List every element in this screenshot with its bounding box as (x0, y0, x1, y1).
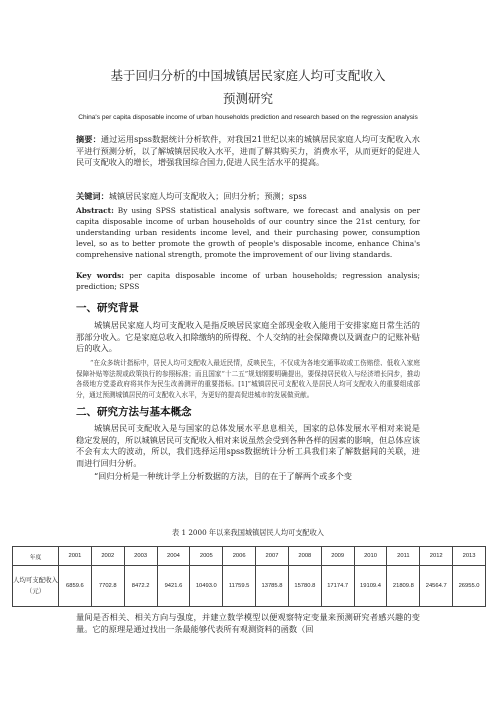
keywords-text: 城镇居民家庭人均可支配收入；回归分析；预测；spss (108, 191, 307, 201)
table-row (13, 566, 486, 607)
section2-heading: 二、研究方法与基本概念 (76, 406, 192, 418)
paper-title-line2: 预测研究 (222, 91, 273, 106)
english-abstract (76, 205, 420, 260)
income-cell: 7702.8 (91, 566, 124, 607)
year-cell: 2007 (256, 547, 289, 566)
year-cell: 2008 (288, 547, 321, 566)
section2-paragraph: 城镇居民可支配收入是与国家的总体发展水平息息相关，国家的总体发展水平相对来说是稳定发展的，所以城镇居民可支配收入相对来说虽然会受到各种各样的因素的影响，但总体应该不会有太大的波动，所以，我们选择运用spss数据统计分析工具我们来了解数据间的关联，进而进行回归分析。 (76, 423, 420, 468)
abstract-label: 摘要： (76, 134, 101, 144)
section1-paragraph: 城镇居民家庭人均可支配收入是指反映居民家庭全部现金收入能用于安排家庭日常生活的那部分收入。它是家庭总收入扣除缴纳的所得税、个人交纳的社会保障费以及调查户的记账补贴后的收入。 (76, 320, 420, 354)
year-cell: 2001 (59, 547, 92, 566)
income-cell: 26955.0 (453, 566, 486, 607)
income-cell: 6859.6 (59, 566, 92, 607)
income-cell: 10493.0 (190, 566, 223, 607)
year-cell: 2010 (354, 547, 387, 566)
income-cell: 21809.8 (387, 566, 420, 607)
table-header-row (13, 547, 486, 566)
english-abstract-text: By using SPSS statistical analysis software, we forecast and analysis on per capita disposable income of urban households of our country since the 21st century, for understanding urban residents income level, and their purchasing power, consumption level, so as to better promote the growth of people's disposable income, enhance China's comprehensive national strength, promote the improvement of our living standards. (76, 206, 420, 259)
year-cell: 2002 (91, 547, 124, 566)
year-cell: 2011 (387, 547, 420, 566)
english-abstract-label: Abstract: (76, 206, 114, 215)
english-keywords-label: Key words: (76, 271, 124, 280)
income-cell: 13785.8 (256, 566, 289, 607)
paper-title-line1: 基于回归分析的中国城镇居民家庭人均可支配收入 (110, 68, 386, 83)
english-keywords-text: per capita disposable income of urban households; regression analysis; prediction; SPSS (76, 271, 420, 291)
income-row-header: 人均可支配收入（元） (13, 566, 59, 607)
income-cell: 19109.4 (354, 566, 387, 607)
income-cell: 24564.7 (420, 566, 453, 607)
income-cell: 15780.8 (288, 566, 321, 607)
keywords-label: 关键词： (76, 191, 109, 201)
year-cell: 2004 (157, 547, 190, 566)
year-cell: 2003 (124, 547, 157, 566)
section1-heading: 一、研究背景 (76, 302, 139, 314)
abstract (76, 134, 420, 169)
year-header: 年度 (13, 547, 59, 566)
year-cell: 2009 (321, 547, 354, 566)
income-cell: 11759.5 (223, 566, 256, 607)
bottom-paragraph: 量间是否相关、相关方向与强度，并建立数学模型以便观察特定变量来预测研究者感兴趣的变量。它的原理是通过找出一条最能够代表所有观测资料的函数（回 (76, 612, 420, 634)
income-cell: 17174.7 (321, 566, 354, 607)
year-cell: 2012 (420, 547, 453, 566)
keywords (76, 191, 420, 203)
table-caption: 表 1 2000 年以来我国城镇居民人均可支配收入 (172, 528, 324, 537)
income-cell: 8472.2 (124, 566, 157, 607)
english-keywords (76, 270, 420, 292)
year-cell: 2006 (223, 547, 256, 566)
year-cell: 2013 (453, 547, 486, 566)
year-cell: 2005 (190, 547, 223, 566)
section1-quote: “在众多统计指标中，居民人均可支配收入最近民情，反映民生，不仅成为各地交通事故或工伤赔偿、低收入家庭保障补贴等法规或政策执行的参照标准；而且国家“十二五”规划纲要明确提出，要保持居民收入与经济增长同步，推动各级地方党委政府将其作为民生改善测评的重要指标。[1]”城镇居民可支配收入是居民人均可支配收入的重要组成部分，通过预测城镇居民的可支配收入水平，为更好的提高促进城市的发展做贡献。 (76, 359, 420, 399)
section2-quote: “回归分析是一种统计学上分析数据的方法，目的在于了解两个或多个变 (94, 471, 352, 481)
income-cell: 9421.6 (157, 566, 190, 607)
abstract-text: 通过运用spss数据统计分析软件，对我国21世纪以来的城镇居民家庭人均可支配收入水平进行预测分析，以了解城镇居民收入水平，进而了解其购买力，消费水平，从而更好的促进人民可支配收入的增长，增强我国综合国力,促进人民生活水平的提高。 (76, 134, 420, 168)
income-table (12, 546, 486, 607)
english-title: China's per capita disposable income of urban households prediction and research based on the regression analysis (78, 114, 418, 121)
